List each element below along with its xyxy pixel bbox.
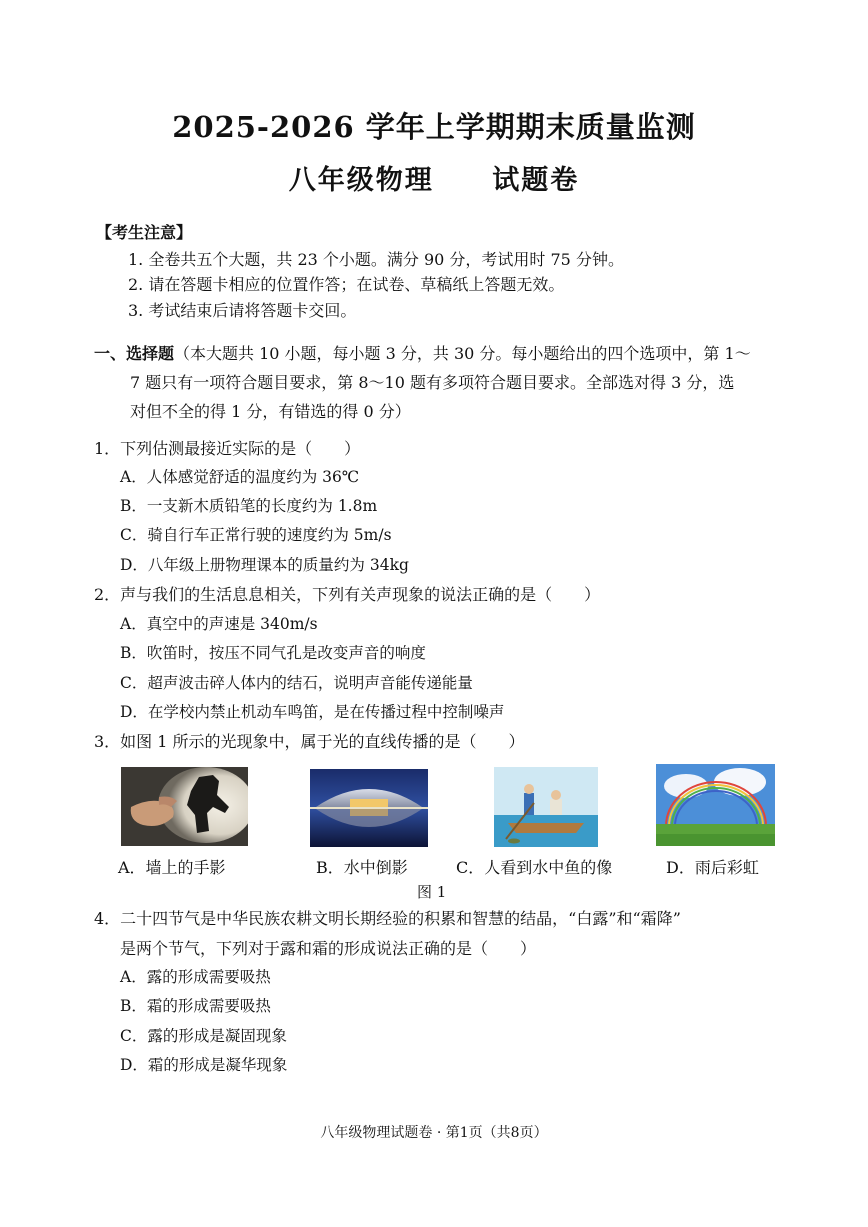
question-option: C．露的形成是凝固现象 <box>120 1027 287 1045</box>
question-stem: 是两个节气，下列对于露和霜的形成说法正确的是（ ） <box>120 939 537 958</box>
section-label: 一、选择题 <box>94 344 175 363</box>
figure-option-label: C．人看到水中鱼的像 <box>456 858 613 877</box>
question-stem: 3．如图 1 所示的光现象中，属于光的直线传播的是（ ） <box>94 732 525 751</box>
question-option: B．吹笛时，按压不同气孔是改变声音的响度 <box>120 644 426 662</box>
section-instruction: 对但不全的得 1 分，有错选的得 0 分） <box>130 402 411 421</box>
question-stem: 1．下列估测最接近实际的是（ ） <box>94 439 361 458</box>
notice-heading: 【考生注意】 <box>96 223 193 242</box>
question-option: D．在学校内禁止机动车鸣笛，是在传播过程中控制噪声 <box>120 703 505 721</box>
fish-image-boat-image <box>494 767 598 847</box>
question-option: A．真空中的声速是 340m/s <box>120 615 318 633</box>
figure-caption: 图 1 <box>417 883 447 901</box>
section-instruction: 7 题只有一项符合题目要求，第 8～10 题有多项符合题目要求。全部选对得 3 分，选 <box>130 373 735 392</box>
figure-option-label: A．墙上的手影 <box>118 858 226 877</box>
page-title: 2025-2026 学年上学期期末质量监测 <box>172 110 696 144</box>
notice-item: 1. 全卷共五个大题，共 23 个小题。满分 90 分，考试用时 75 分钟。 <box>128 250 624 269</box>
rainbow-image <box>656 764 775 846</box>
page-footer: 八年级物理试题卷 · 第1页（共8页） <box>320 1125 548 1141</box>
figure-option-label: B．水中倒影 <box>316 858 408 877</box>
notice-item: 2. 请在答题卡相应的位置作答；在试卷、草稿纸上答题无效。 <box>128 275 565 294</box>
notice-item: 3. 考试结束后请将答题卡交回。 <box>128 301 357 320</box>
question-option: D．霜的形成是凝华现象 <box>120 1056 288 1074</box>
section-intro <box>94 341 751 364</box>
question-option: D．八年级上册物理课本的质量约为 34kg <box>120 556 409 574</box>
page-subtitle: 八年级物理 试题卷 <box>288 165 580 196</box>
question-option: A．露的形成需要吸热 <box>120 968 271 986</box>
question-option: C．超声波击碎人体内的结石，说明声音能传递能量 <box>120 674 473 692</box>
section-instruction: （本大题共 10 小题，每小题 3 分，共 30 分。每小题给出的四个选项中，第 1～ <box>174 344 751 363</box>
question-stem: 4．二十四节气是中华民族农耕文明长期经验的积累和智慧的结晶，“白露”和“霜降” <box>94 909 681 928</box>
question-option: B．霜的形成需要吸热 <box>120 997 271 1015</box>
question-stem: 2．声与我们的生活息息相关，下列有关声现象的说法正确的是（ ） <box>94 585 601 604</box>
hand-shadow-image <box>121 767 248 846</box>
question-option: B．一支新木质铅笔的长度约为 1.8m <box>120 497 378 515</box>
question-option: C．骑自行车正常行驶的速度约为 5m/s <box>120 526 392 544</box>
figure-option-label: D．雨后彩虹 <box>666 858 759 877</box>
water-reflection-image <box>310 769 428 847</box>
question-option: A．人体感觉舒适的温度约为 36℃ <box>120 468 360 486</box>
